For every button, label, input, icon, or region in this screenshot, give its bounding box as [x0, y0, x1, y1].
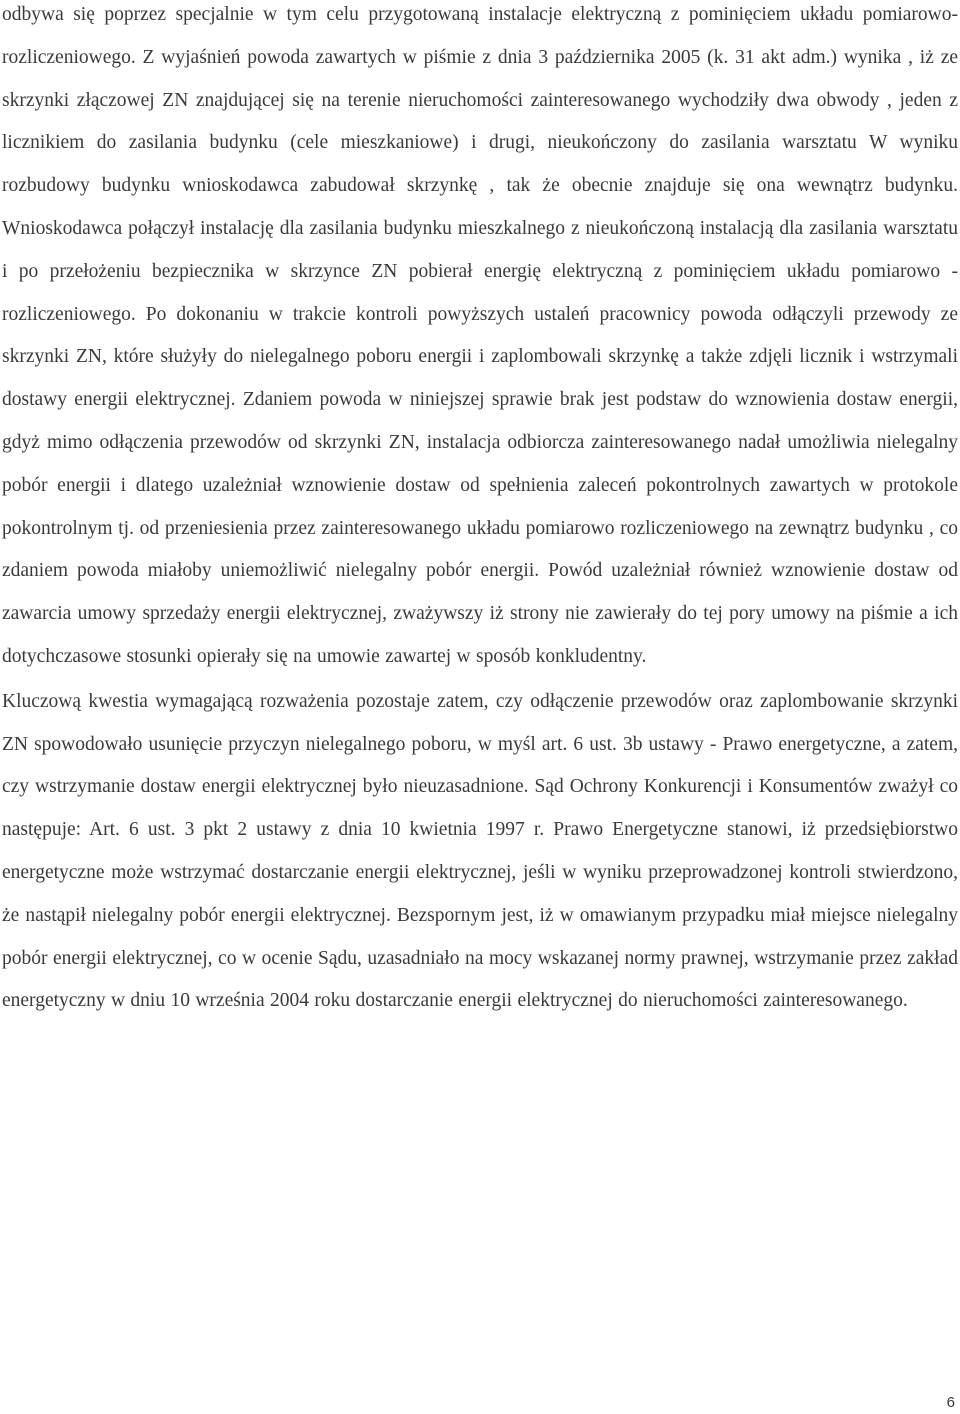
paragraph-2: Kluczową kwestia wymagającą rozważenia pozostaje zatem, czy odłączenie przewodów oraz zaplombowanie skrzynki ZN spowodowało usunięcie przyczyn nielegalnego poboru, w myśl art. 6 ust. 3b ustawy - Prawo energetyczne, a zatem, czy wstrzymanie dostaw energii elektrycznej było nieuzasadnione. Sąd Ochrony Konkurencji i Konsumentów zważył co następuje: Art. 6 ust. 3 pkt 2 ustawy z dnia 10 kwietnia 1997 r. Prawo Energetyczne stanowi, iż przedsiębiorstwo energetyczne może wstrzymać dostarczanie energii elektrycznej, jeśli w wyniku przeprowadzonej kontroli stwierdzono, że nastąpił nielegalny pobór energii elektrycznej. Bezspornym jest, iż w omawianym przypadku miał miejsce nielegalny pobór energii elektrycznej, co w ocenie Sądu, uzasadniało na mocy wskazanej normy prawnej, wstrzymanie przez zakład energetyczny w dniu 10 września 2004 roku dostarczanie energii elektrycznej do nieruchomości zainteresowanego. [2, 690, 958, 1012]
paragraph-1: odbywa się poprzez specjalnie w tym celu przygotowaną instalacje elektryczną z pominięciem układu pomiarowo-rozliczeniowego. Z wyjaśnień powoda zawartych w piśmie z dnia 3 października 2005 (k. 31 akt adm.) wynika , iż ze skrzynki złączowej ZN znajdującej się na terenie nieruchomości zainteresowanego wychodziły dwa obwody , jeden z licznikiem do zasilania budynku (cele mieszkaniowe) i drugi, nieukończony do zasilania warsztatu W wyniku rozbudowy budynku wnioskodawca zabudował skrzynkę , tak że obecnie znajduje się ona wewnątrz budynku. Wnioskodawca połączył instalację dla zasilania budynku mieszkalnego z nieukończoną instalacją dla zasilania warsztatu i po przełożeniu bezpiecznika w skrzynce ZN pobierał energię elektryczną z pominięciem układu pomiarowo - rozliczeniowego. Po dokonaniu w trakcie kontroli powyższych ustaleń pracownicy powoda odłączyli przewody ze skrzynki ZN, które służyły do nielegalnego poboru energii i zaplombowali skrzynkę a także zdjęli licznik i wstrzymali dostawy energii elektrycznej. Zdaniem powoda w niniejszej sprawie brak jest podstaw do wznowienia dostaw energii, gdyż mimo odłączenia przewodów od skrzynki ZN, instalacja odbiorcza zainteresowanego nadał umożliwia nielegalny pobór energii i dlatego uzależniał wznowienie dostaw od spełnienia zaleceń pokontrolnych zawartych w protokole pokontrolnym tj. od przeniesienia przez zainteresowanego układu pomiarowo rozliczeniowego na zewnątrz budynku , co zdaniem powoda miałoby uniemożliwić nielegalny pobór energii. Powód uzależniał również wznowienie dostaw od zawarcia umowy sprzedaży energii elektrycznej, zważywszy iż strony nie zawierały do tej pory umowy na piśmie a ich dotychczasowe stosunki opierały się na umowie zawartej w sposób konkludentny. [2, 4, 958, 667]
page-number: 6 [946, 1394, 955, 1411]
document-body [2, 0, 958, 1023]
